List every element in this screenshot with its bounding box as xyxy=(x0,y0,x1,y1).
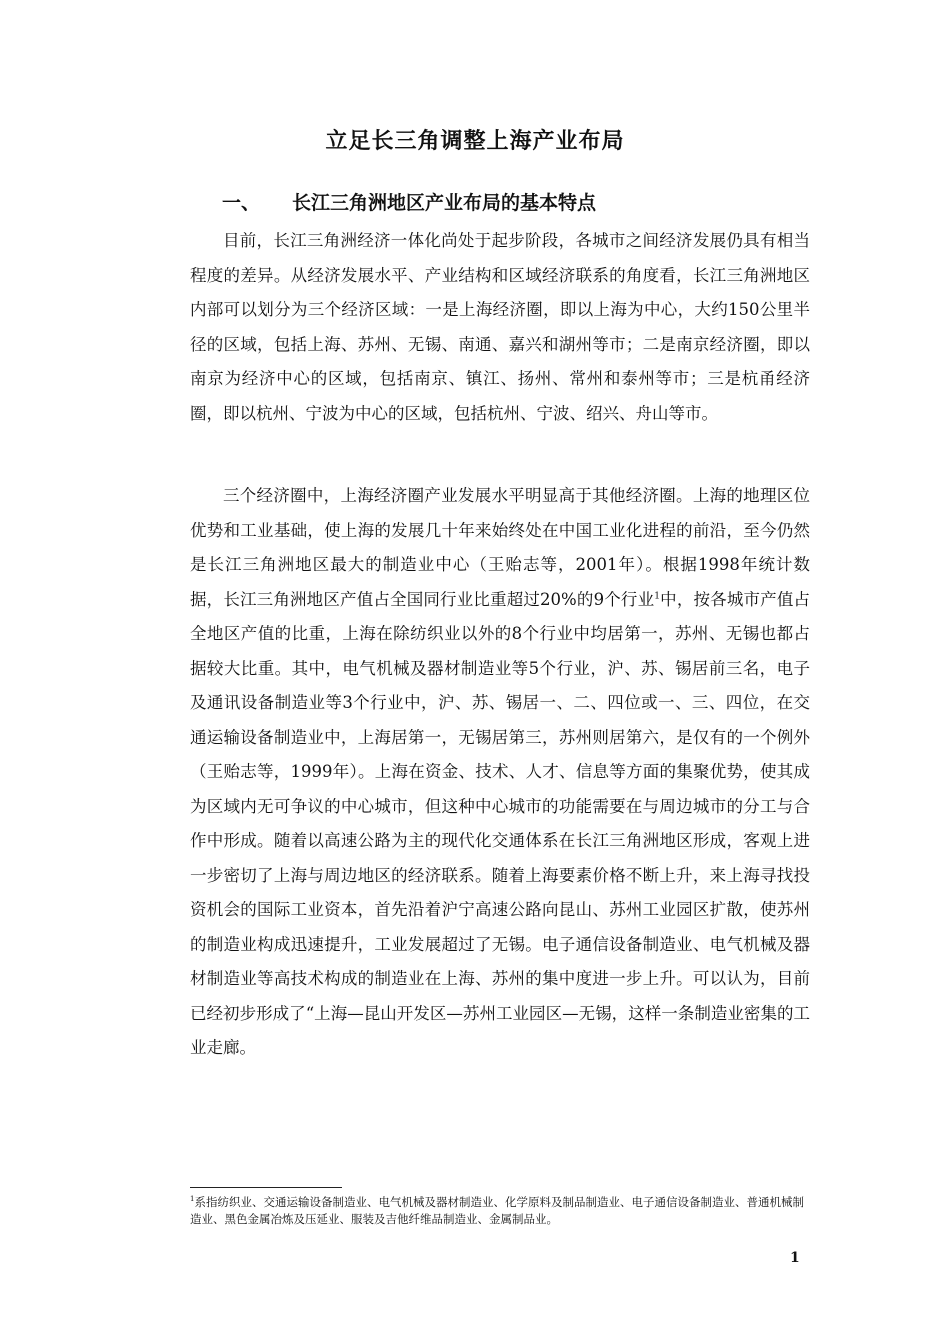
footnote-marker: 1 xyxy=(190,1195,195,1204)
section-title: 长江三角洲地区产业布局的基本特点 xyxy=(292,192,597,214)
paragraph-2-part-1: 三个经济圈中，上海经济圈产业发展水平明显高于其他经济圈。上海的地理区位优势和工业基础，使上海的发展几十年来始终处在中国工业化进程的前沿，至今仍然是长江三角洲地区最大的制造业中心（王贻志等，2001年）。根据1998年统计数据，长江三角洲地区产值占全国同行业比重超过20%的9个行业 xyxy=(190,486,810,609)
body-paragraph-1: 目前，长江三角洲经济一体化尚处于起步阶段，各城市之间经济发展仍具有相当程度的差异。从经济发展水平、产业结构和区域经济联系的角度看，长江三角洲地区内部可以划分为三个经济区域：一是上海经济圈，即以上海为中心，大约150公里半径的区域，包括上海、苏州、无锡、南通、嘉兴和湖州等市；二是南京经济圈，即以南京为经济中心的区域，包括南京、镇江、扬州、常州和泰州等市；三是杭甬经济圈，即以杭州、宁波为中心的区域，包括杭州、宁波、绍兴、舟山等市。 xyxy=(190,231,810,423)
body-paragraph-2 xyxy=(190,479,810,1066)
footnote-reference[interactable]: 1 xyxy=(654,591,660,601)
body-paragraph-1-block xyxy=(190,224,810,431)
section-heading xyxy=(222,188,596,215)
footnote xyxy=(190,1194,815,1228)
document-title: 立足长三角调整上海产业布局 xyxy=(325,129,625,154)
footnote-text: 系指纺织业、交通运输设备制造业、电气机械及器材制造业、化学原料及制品制造业、电子通信设备制造业、普通机械制造业、黑色金属冶炼及压延业、服装及吉他纤维品制造业、金属制品业。 xyxy=(190,1195,804,1226)
body-paragraph-2-block xyxy=(190,479,810,1066)
paragraph-2-part-2: 中，按各城市产值占全地区产值的比重，上海在除纺织业以外的8个行业中均居第一，苏州、无锡也都占据较大比重。其中，电气机械及器材制造业等5个行业，沪、苏、锡居前三名，电子及通讯设备制造业等3个行业中，沪、苏、锡居一、二、四位或一、三、四位，在交通运输设备制造业中，上海居第一，无锡居第三，苏州则居第六，是仅有的一个例外（王贻志等，1999年）。上海在资金、技术、人才、信息等方面的集聚优势，使其成为区域内无可争议的中心城市，但这种中心城市的功能需要在与周边城市的分工与合作中形成。随着以高速公路为主的现代化交通体系在长江三角洲地区形成，客观上进一步密切了上海与周边地区的经济联系。随着上海要素价格不断上升，来上海寻找投资机会的国际工业资本，首先沿着沪宁高速公路向昆山、苏州工业园区扩散，使苏州的制造业构成迅速提升，工业发展超过了无锡。电子通信设备制造业、电气机械及器材制造业等高技术构成的制造业在上海、苏州的集中度进一步上升。可以认为，目前已经初步形成了“上海—昆山开发区—苏州工业园区—无锡，这样一条制造业密集的工业走廊。 xyxy=(190,589,811,1057)
footnote-separator xyxy=(190,1187,342,1188)
section-number: 一、 xyxy=(222,192,261,214)
page-number: 1 xyxy=(790,1250,800,1266)
